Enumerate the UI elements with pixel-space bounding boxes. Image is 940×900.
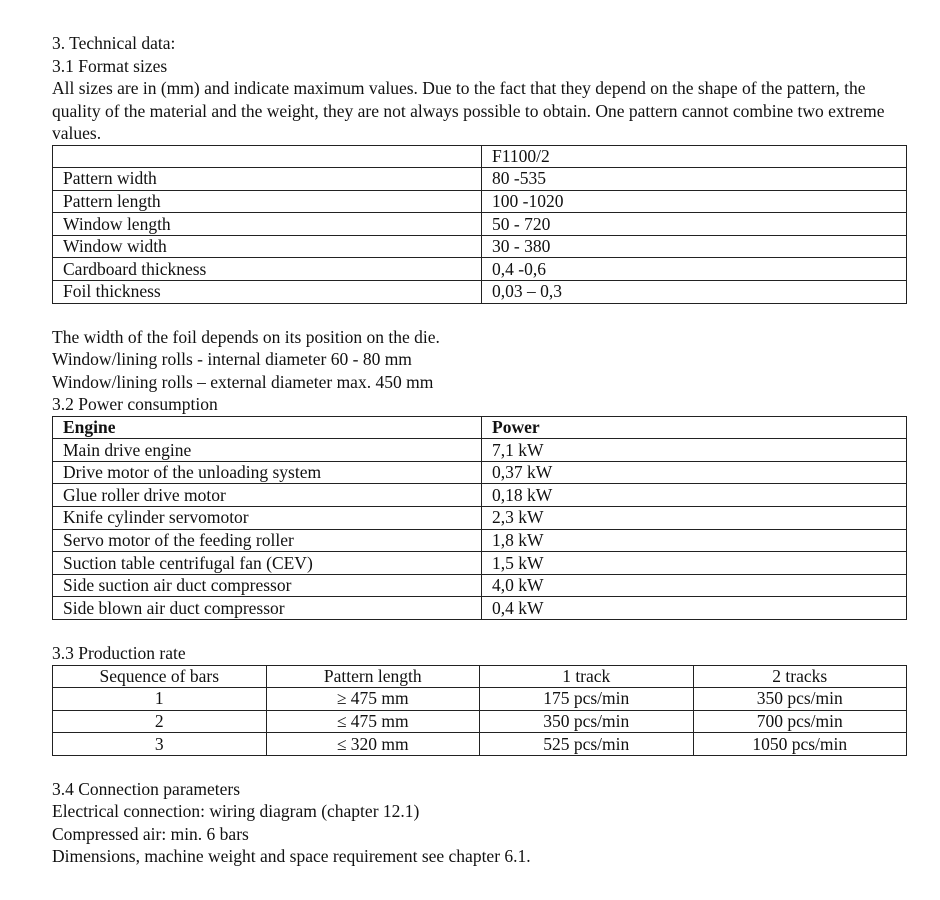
table-row bbox=[53, 733, 907, 756]
table-cell: Knife cylinder servomotor bbox=[53, 507, 482, 530]
table-cell: 0,37 kW bbox=[482, 461, 907, 484]
roll-external-diameter-note: Window/lining rolls – external diameter max. 450 mm bbox=[52, 371, 434, 392]
table-cell: Main drive engine bbox=[53, 439, 482, 462]
table-row bbox=[53, 710, 907, 733]
section-title: 3. Technical data: bbox=[52, 33, 176, 53]
table-cell: 100 -1020 bbox=[482, 190, 907, 213]
production-rate-table bbox=[52, 665, 907, 756]
table-cell: Pattern width bbox=[53, 168, 482, 191]
table-header-cell: 2 tracks bbox=[693, 665, 907, 688]
table-row bbox=[53, 529, 907, 552]
table-cell: 50 - 720 bbox=[482, 213, 907, 236]
power-consumption-table bbox=[52, 416, 907, 620]
table-cell: 0,4 kW bbox=[482, 597, 907, 620]
table-cell: Window width bbox=[53, 235, 482, 258]
format-sizes-table bbox=[52, 145, 907, 304]
table-cell: 3 bbox=[53, 733, 267, 756]
table-cell: 0,4 -0,6 bbox=[482, 258, 907, 281]
table-cell: Servo motor of the feeding roller bbox=[53, 529, 482, 552]
table-cell: 350 pcs/min bbox=[480, 710, 694, 733]
compressed-air-line: Compressed air: min. 6 bars bbox=[52, 823, 249, 844]
format-sizes-heading: 3.1 Format sizes bbox=[52, 55, 168, 76]
table-cell: 1050 pcs/min bbox=[693, 733, 907, 756]
table-cell: Side suction air duct compressor bbox=[53, 574, 482, 597]
foil-width-note: The width of the foil depends on its position on the die. bbox=[52, 326, 440, 347]
table-row bbox=[53, 213, 907, 236]
table-cell: Cardboard thickness bbox=[53, 258, 482, 281]
electrical-connection-line: Electrical connection: wiring diagram (chapter 12.1) bbox=[52, 801, 420, 822]
table-row bbox=[53, 258, 907, 281]
table-row bbox=[53, 688, 907, 711]
table-cell bbox=[53, 145, 482, 168]
table-cell: 2 bbox=[53, 710, 267, 733]
table-cell: Foil thickness bbox=[53, 281, 482, 304]
table-cell: 175 pcs/min bbox=[480, 688, 694, 711]
table-cell: 1,5 kW bbox=[482, 552, 907, 575]
roll-internal-diameter-note: Window/lining rolls - internal diameter 60 - 80 mm bbox=[52, 349, 412, 370]
table-row bbox=[53, 235, 907, 258]
table-row bbox=[53, 168, 907, 191]
table-cell: ≥ 475 mm bbox=[266, 688, 480, 711]
table-cell: 0,03 – 0,3 bbox=[482, 281, 907, 304]
table-cell: Drive motor of the unloading system bbox=[53, 461, 482, 484]
table-cell: 1,8 kW bbox=[482, 529, 907, 552]
table-cell: 525 pcs/min bbox=[480, 733, 694, 756]
table-cell: Side blown air duct compressor bbox=[53, 597, 482, 620]
table-header-cell: Power bbox=[482, 416, 907, 439]
table-header-cell: Pattern length bbox=[266, 665, 480, 688]
table-cell: 350 pcs/min bbox=[693, 688, 907, 711]
table-cell: Pattern length bbox=[53, 190, 482, 213]
table-row bbox=[53, 281, 907, 304]
table-row bbox=[53, 597, 907, 620]
table-cell: 700 pcs/min bbox=[693, 710, 907, 733]
table-row bbox=[53, 190, 907, 213]
table-cell: ≤ 320 mm bbox=[266, 733, 480, 756]
production-rate-heading: 3.3 Production rate bbox=[52, 643, 186, 663]
table-cell: 7,1 kW bbox=[482, 439, 907, 462]
table-row bbox=[53, 484, 907, 507]
table-cell: Glue roller drive motor bbox=[53, 484, 482, 507]
table-header-cell: 1 track bbox=[480, 665, 694, 688]
table-cell: 4,0 kW bbox=[482, 574, 907, 597]
document-page bbox=[52, 32, 908, 868]
connection-parameters-heading: 3.4 Connection parameters bbox=[52, 778, 241, 799]
table-row bbox=[53, 461, 907, 484]
table-header-row bbox=[53, 665, 907, 688]
table-cell: 30 - 380 bbox=[482, 235, 907, 258]
dimensions-line: Dimensions, machine weight and space requirement see chapter 6.1. bbox=[52, 846, 531, 867]
table-cell: Window length bbox=[53, 213, 482, 236]
table-row bbox=[53, 145, 907, 168]
table-cell: ≤ 475 mm bbox=[266, 710, 480, 733]
table-row bbox=[53, 552, 907, 575]
table-cell: 0,18 kW bbox=[482, 484, 907, 507]
table-header-cell: Sequence of bars bbox=[53, 665, 267, 688]
table-row bbox=[53, 574, 907, 597]
table-header-cell: F1100/2 bbox=[482, 145, 907, 168]
table-header-row bbox=[53, 416, 907, 439]
table-cell: Suction table centrifugal fan (CEV) bbox=[53, 552, 482, 575]
table-header-cell: Engine bbox=[53, 416, 482, 439]
table-row bbox=[53, 507, 907, 530]
table-cell: 80 -535 bbox=[482, 168, 907, 191]
table-cell: 2,3 kW bbox=[482, 507, 907, 530]
table-cell: 1 bbox=[53, 688, 267, 711]
table-row bbox=[53, 439, 907, 462]
power-consumption-heading: 3.2 Power consumption bbox=[52, 394, 218, 415]
format-sizes-intro: All sizes are in (mm) and indicate maximum values. Due to the fact that they depend on the shape of the pattern, the quality of the material and the weight, they are not always possible to obtain. One pattern cannot combine two extreme values. bbox=[52, 78, 885, 143]
